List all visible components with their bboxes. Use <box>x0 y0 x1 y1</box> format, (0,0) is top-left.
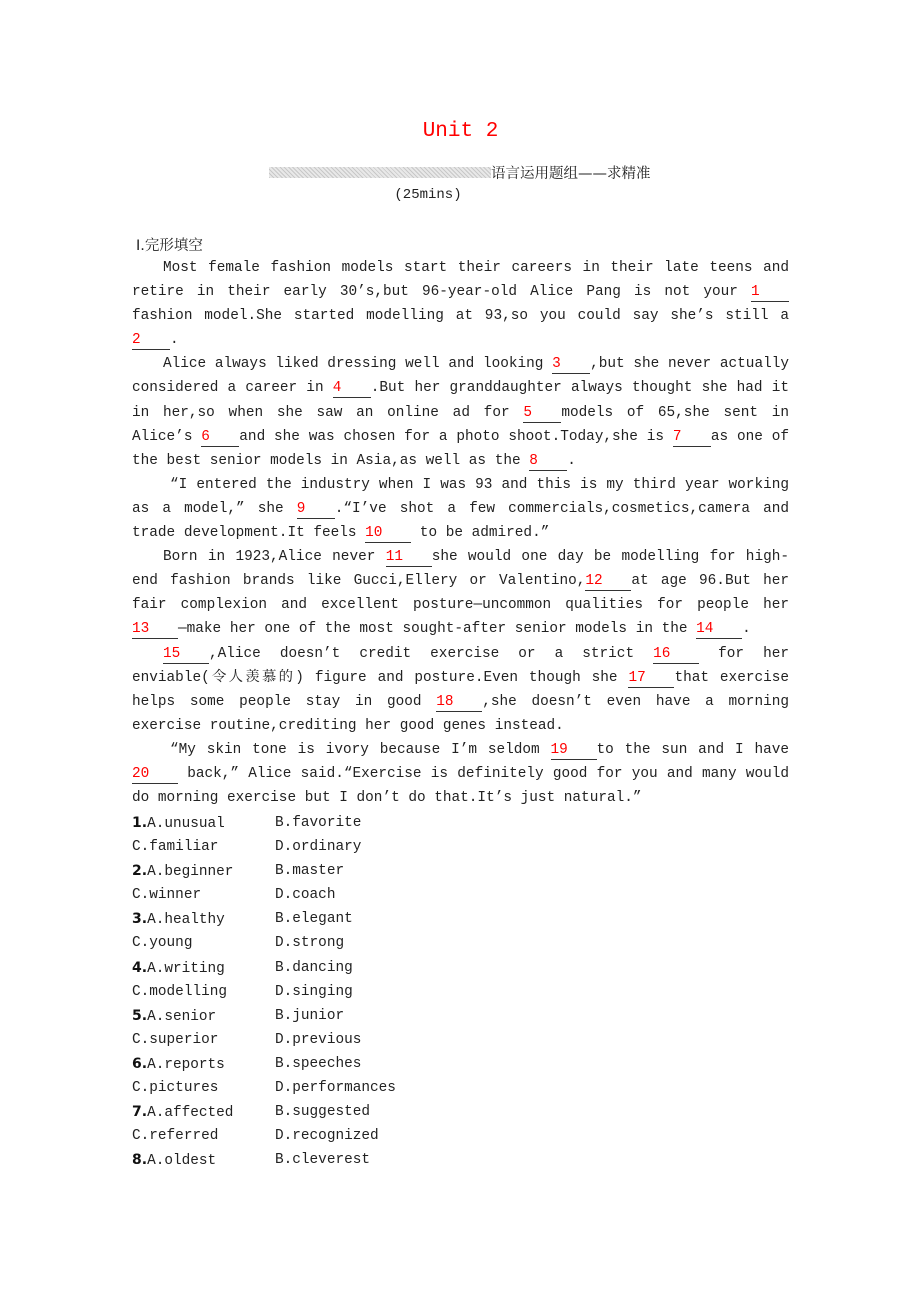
blank-6: 6 <box>201 429 239 447</box>
passage-paragraph <box>132 545 789 641</box>
passage-text: “My skin tone is ivory because I’m seldom <box>170 741 551 758</box>
option-b: B.junior <box>275 1007 345 1024</box>
answer-options <box>132 811 532 1172</box>
option-a: A.senior <box>147 1008 217 1025</box>
question-number: 5. <box>132 1007 148 1024</box>
blank-7: 7 <box>673 429 711 447</box>
blank-3: 3 <box>552 356 590 374</box>
question-7-row-cd <box>132 1124 532 1148</box>
question-5-row-ab <box>132 1004 532 1028</box>
option-b: B.master <box>275 863 345 880</box>
passage-text: ,but she never actually considered a career in <box>132 356 789 397</box>
passage-text: Born in 1923,Alice never <box>163 549 386 566</box>
question-number: 3. <box>132 911 148 928</box>
passage-text: . <box>742 621 751 638</box>
blank-17: 17 <box>628 670 674 688</box>
unit-title: Unit 2 <box>422 120 499 143</box>
question-8-row-ab <box>132 1148 532 1172</box>
question-6-row-ab <box>132 1052 532 1076</box>
question-3-row-ab <box>132 907 532 931</box>
blank-5: 5 <box>523 405 561 423</box>
passage-text: back,” Alice said.“Exercise is definitely good for you and many would do morning exercise but I don’t do that.It’s just natural.” <box>132 765 789 807</box>
passage-text: .“I’ve shot a few commercials,cosmetics,camera and trade development.It feels <box>132 500 789 542</box>
question-number: 6. <box>132 1055 148 1072</box>
question-number: 1. <box>132 815 148 831</box>
question-5-row-cd <box>132 1028 532 1052</box>
option-d: D.coach <box>275 887 336 904</box>
blank-9: 9 <box>297 501 335 519</box>
option-c: C.pictures <box>132 1080 219 1097</box>
passage-paragraph <box>132 473 789 545</box>
blank-1: 1 <box>751 284 789 302</box>
blank-10: 10 <box>365 525 411 543</box>
option-c: C.referred <box>132 1128 219 1145</box>
passage-paragraph <box>132 352 789 472</box>
passage-text: to the sun and I have <box>596 741 789 758</box>
subtitle-row <box>269 161 651 183</box>
passage-text: models of 65,she sent in Alice’s <box>132 404 790 445</box>
option-b: B.suggested <box>275 1104 370 1121</box>
passage-text: to be admired.” <box>411 525 550 542</box>
blank-14: 14 <box>696 621 742 639</box>
question-4-row-ab <box>132 956 532 980</box>
option-c: C.young <box>132 935 193 952</box>
time-limit: (25mins) <box>394 187 462 203</box>
blank-19: 19 <box>551 742 597 760</box>
subtitle: 语言运用题组——求精准 <box>491 165 651 182</box>
option-a: A.unusual <box>147 816 225 832</box>
blank-11: 11 <box>386 549 432 567</box>
option-c: C.familiar <box>132 839 219 856</box>
option-a: A.oldest <box>147 1153 217 1170</box>
passage-text: and she was chosen for a photo shoot.Today,she is <box>239 428 673 445</box>
passage-text: .But her granddaughter always thought she had it in her,so when she saw an online ad for <box>132 380 789 421</box>
question-6-row-cd <box>132 1076 532 1100</box>
passage-text: for her enviable(令人羡慕的) figure and posture.Even though she <box>132 645 790 686</box>
question-number: 2. <box>132 863 148 880</box>
blank-12: 12 <box>585 573 631 591</box>
passage-text: at age 96.But her fair complexion and excellent posture—uncommon qualities for people her <box>132 573 789 614</box>
passage-text: . <box>567 452 576 469</box>
passage-paragraph <box>132 642 789 738</box>
option-b: B.speeches <box>275 1055 362 1072</box>
blank-15: 15 <box>163 646 209 664</box>
passage-text: Alice always liked dressing well and looking <box>163 356 553 373</box>
passage-text: she would one day be modelling for high-end fashion brands like Gucci,Ellery or Valentino, <box>132 549 789 590</box>
question-3-row-cd <box>132 931 532 955</box>
option-c: C.superior <box>132 1031 219 1048</box>
blank-4: 4 <box>333 380 371 398</box>
option-b: B.dancing <box>275 959 353 976</box>
option-a: A.affected <box>147 1105 234 1122</box>
passage-paragraph <box>132 256 789 352</box>
passage-paragraph <box>132 738 789 810</box>
cloze-passage <box>132 256 789 810</box>
question-1-row-cd <box>132 835 532 859</box>
question-2-row-cd <box>132 883 532 907</box>
option-d: D.performances <box>275 1080 396 1097</box>
option-d: D.singing <box>275 983 353 1000</box>
option-b: B.elegant <box>275 911 353 928</box>
option-a: A.writing <box>147 960 225 977</box>
passage-text: “I entered the industry when I was 93 and this is my third year working as a model,” she <box>132 476 789 517</box>
option-a: A.reports <box>147 1056 225 1073</box>
option-c: C.modelling <box>132 983 227 1000</box>
option-d: D.recognized <box>275 1128 379 1145</box>
option-d: D.previous <box>275 1031 362 1048</box>
blank-18: 18 <box>436 694 482 712</box>
option-d: D.strong <box>275 935 345 952</box>
section-heading: Ⅰ.完形填空 <box>136 238 203 254</box>
question-number: 8. <box>132 1152 148 1169</box>
option-c: C.winner <box>132 887 202 904</box>
passage-text: as one of the best senior models in Asia,as well as the <box>132 428 789 469</box>
option-b: B.favorite <box>275 815 362 831</box>
question-number: 7. <box>132 1104 148 1121</box>
passage-text: Most female fashion models start their careers in their late teens and retire in their early 30’s,but 96-year-old Alice Pang is not your <box>132 260 789 301</box>
option-a: A.healthy <box>147 912 225 929</box>
question-1-row-ab <box>132 811 532 835</box>
blank-2: 2 <box>132 332 170 350</box>
question-4-row-cd <box>132 980 532 1004</box>
passage-text: that exercise helps some people stay in good <box>132 669 790 710</box>
passage-text: —make her one of the most sought-after senior models in the <box>178 621 697 638</box>
option-d: D.ordinary <box>275 839 362 856</box>
passage-text: . <box>170 332 179 349</box>
blank-16: 16 <box>653 646 699 664</box>
passage-text: fashion model.She started modelling at 93,so you could say she’s still a <box>132 308 789 325</box>
passage-text: ,she doesn’t even have a morning exercise routine,crediting her good genes instead. <box>132 693 789 734</box>
blank-20: 20 <box>132 766 178 784</box>
hatched-decoration-bar <box>269 167 491 178</box>
option-b: B.cleverest <box>275 1152 370 1169</box>
passage-text: ,Alice doesn’t credit exercise or a strict <box>209 645 654 662</box>
blank-13: 13 <box>132 621 178 639</box>
question-7-row-ab <box>132 1100 532 1124</box>
question-number: 4. <box>132 959 148 976</box>
option-a: A.beginner <box>147 864 234 881</box>
question-2-row-ab <box>132 859 532 883</box>
blank-8: 8 <box>529 453 567 471</box>
